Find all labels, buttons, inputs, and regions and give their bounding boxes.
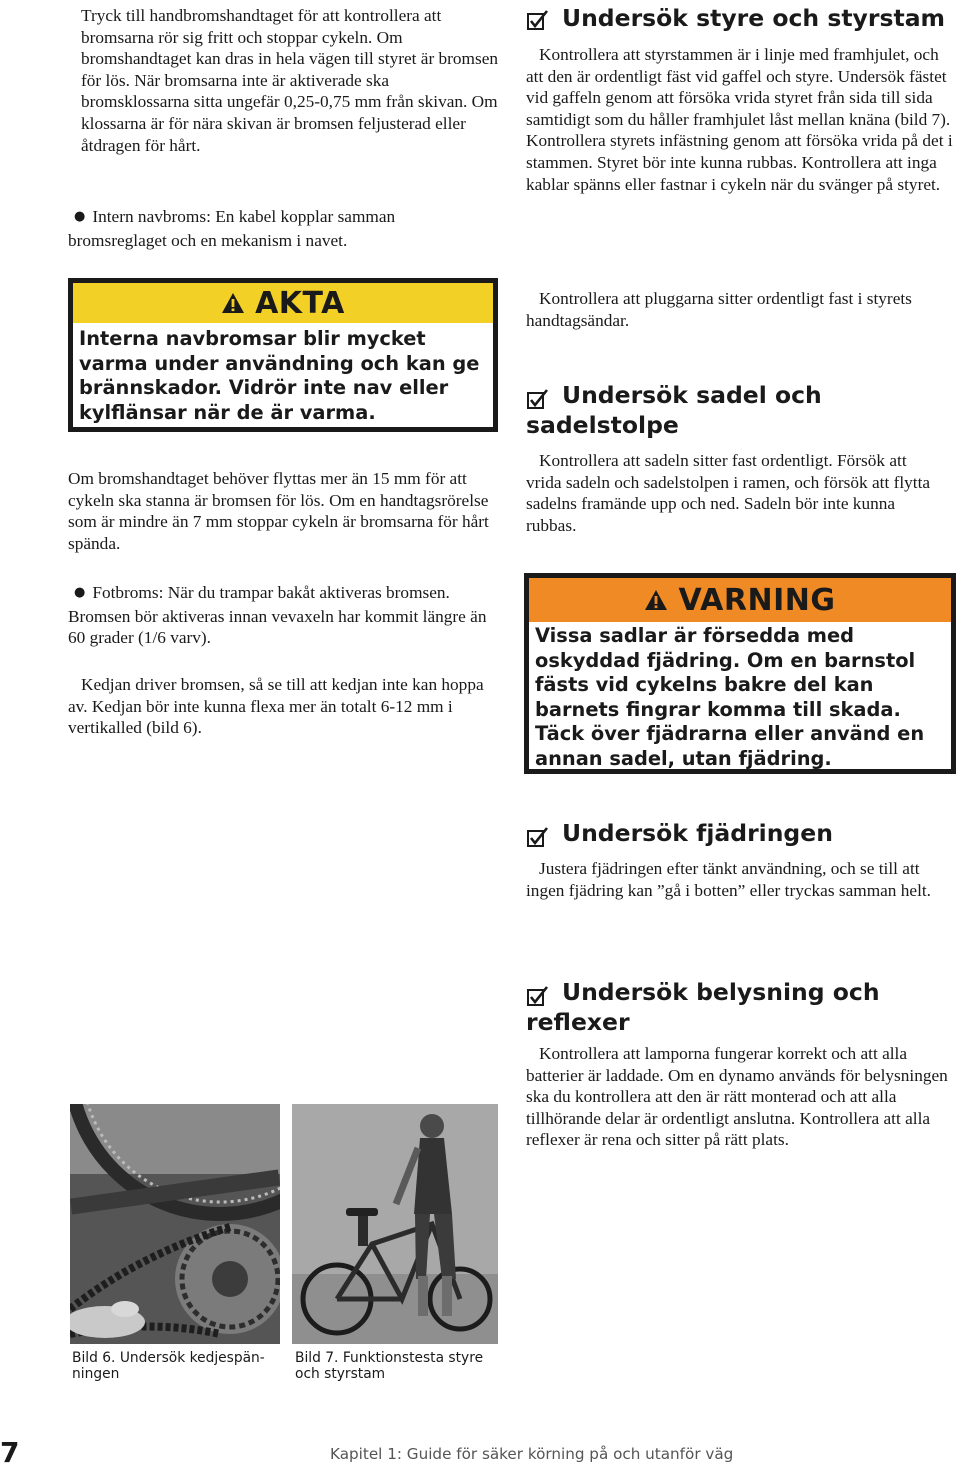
varning-header [529, 578, 951, 622]
varning-title: VARNING [678, 582, 836, 618]
akta-text: Interna navbromsar blir mycket varma under användning och kan ge brännskador. Vidrör inte nav eller kylflänsar när de är varma. [79, 327, 480, 424]
chapter-footer: Kapitel 1: Guide för säker körning på och utanför väg [330, 1445, 734, 1463]
belysning-heading-line2: reflexer [526, 1008, 630, 1036]
styre-paragraph: Kontrollera att styrstammen är i linje med framhjulet, och att den är ordentligt fäst vid gaffel och styre. Undersök fästet vid gaffeln genom att försöka vrida styret från sida till sida samtidigt som du håller framhjulet låst mellan knäna (bild 7). Kontrollera styrets infästning genom att försöka vrida på det i stammen. Styret bör inte kunna rubbas. Kontrollera att inga kablar spänns eller fastnar i cykeln när du svänger på styret. [526, 45, 953, 194]
akta-caution-box [68, 278, 498, 432]
bullet-icon: ● [74, 209, 86, 224]
plugs-paragraph: Kontrollera att pluggarna sitter ordentligt fast i styrets handtagsändar. [526, 289, 912, 330]
figure-6-chain-photo [70, 1104, 280, 1344]
brake-lever-travel-paragraph: Om bromshandtaget behöver flyttas mer än 15 mm för att cykeln ska stanna är bromsen för lös. Om en handtagsrörelse som är mindre än 7 mm stoppar cykeln är bromsarna för hårt spända. [68, 469, 489, 553]
sadel-paragraph: Kontrollera att sadeln sitter fast ordentligt. Försök att vrida sadeln och sadelstolpen i ramen, och försök att flytta sadelns framände upp och ned. Sadeln bör inte kunna rubbas. [526, 451, 931, 535]
belysning-paragraph: Kontrollera att lamporna fungerar korrekt och att alla batterier är laddade. Om en dynamo används för belysningen ska du kontrollera att den är rätt monterad och att alla tillhörande delar är ordentligt anslutna. Kontrollera att alla reflexer är rena och sitter på rätt plats. [526, 1044, 948, 1150]
coaster-brake-bullet [68, 582, 498, 649]
fjadring-heading: Undersök fjädringen [562, 819, 833, 847]
checkbox-icon [527, 826, 549, 848]
bullet-text: Intern navbroms: En kabel kopplar samman bromsreglaget och en mekanism i navet. [68, 207, 396, 250]
chain-illustration [70, 1104, 280, 1344]
checkbox-icon [527, 985, 549, 1007]
rider-illustration [292, 1104, 498, 1344]
figure-7-caption: Bild 7. Funktionstesta styre och styrstam [295, 1350, 484, 1382]
varning-warning-box [524, 573, 956, 774]
chain-paragraph: Kedjan driver bromsen, så se till att kedjan inte kan hoppa av. Kedjan bör inte kunna flexa mer än totalt 6-12 mm i vertikalled (bild 6). [68, 675, 484, 738]
belysning-heading-line1: Undersök belysning och [562, 978, 880, 1006]
checkbox-icon [527, 388, 549, 410]
brake-check-paragraph: Tryck till handbromshandtaget för att kontrollera att bromsarna rör sig fritt och stoppar cykeln. Om bromshandtaget kan dras in hela vägen till styret är bromsen för lös. När bromsarna inte är aktiverade ska bromsklossarna sitta ungefär 0,25-0,75 mm från skivan. Om klossarna är för nära skivan är bromsen feljusterad eller åtdragen för hårt. [81, 6, 499, 155]
akta-title: AKTA [255, 285, 345, 321]
sadel-heading-line1: Undersök sadel och [562, 381, 822, 409]
bullet-text: Fotbroms: När du trampar bakåt aktiveras bromsen. Bromsen bör aktiveras innan vevaxeln har kommit längre än 60 grader (1/6 varv). [68, 583, 487, 648]
warning-triangle-icon [644, 589, 668, 611]
varning-text: Vissa sadlar är försedda med oskyddad fjädring. Om en barnstol fästs vid cykelns bakre del kan barnets fingrar komma till skada. Täck över fjädrarna eller använd en annan sadel, utan fjädring. [535, 624, 925, 770]
checkbox-icon [527, 9, 549, 31]
figure-6-caption: Bild 6. Undersök kedjespän- ningen [72, 1350, 265, 1382]
warning-triangle-icon [221, 292, 245, 314]
figure-7-handlebar-photo [292, 1104, 498, 1344]
sadel-heading-line2: sadelstolpe [526, 411, 679, 439]
internal-hub-brake-bullet [68, 206, 498, 251]
styre-heading: Undersök styre och styrstam [562, 4, 946, 32]
bullet-icon: ● [74, 585, 86, 600]
akta-header [73, 283, 493, 323]
page-number: 7 [0, 1436, 20, 1468]
fjadring-paragraph: Justera fjädringen efter tänkt användning, och se till att ingen fjädring kan ”gå i botten” eller tryckas samman helt. [526, 859, 932, 900]
